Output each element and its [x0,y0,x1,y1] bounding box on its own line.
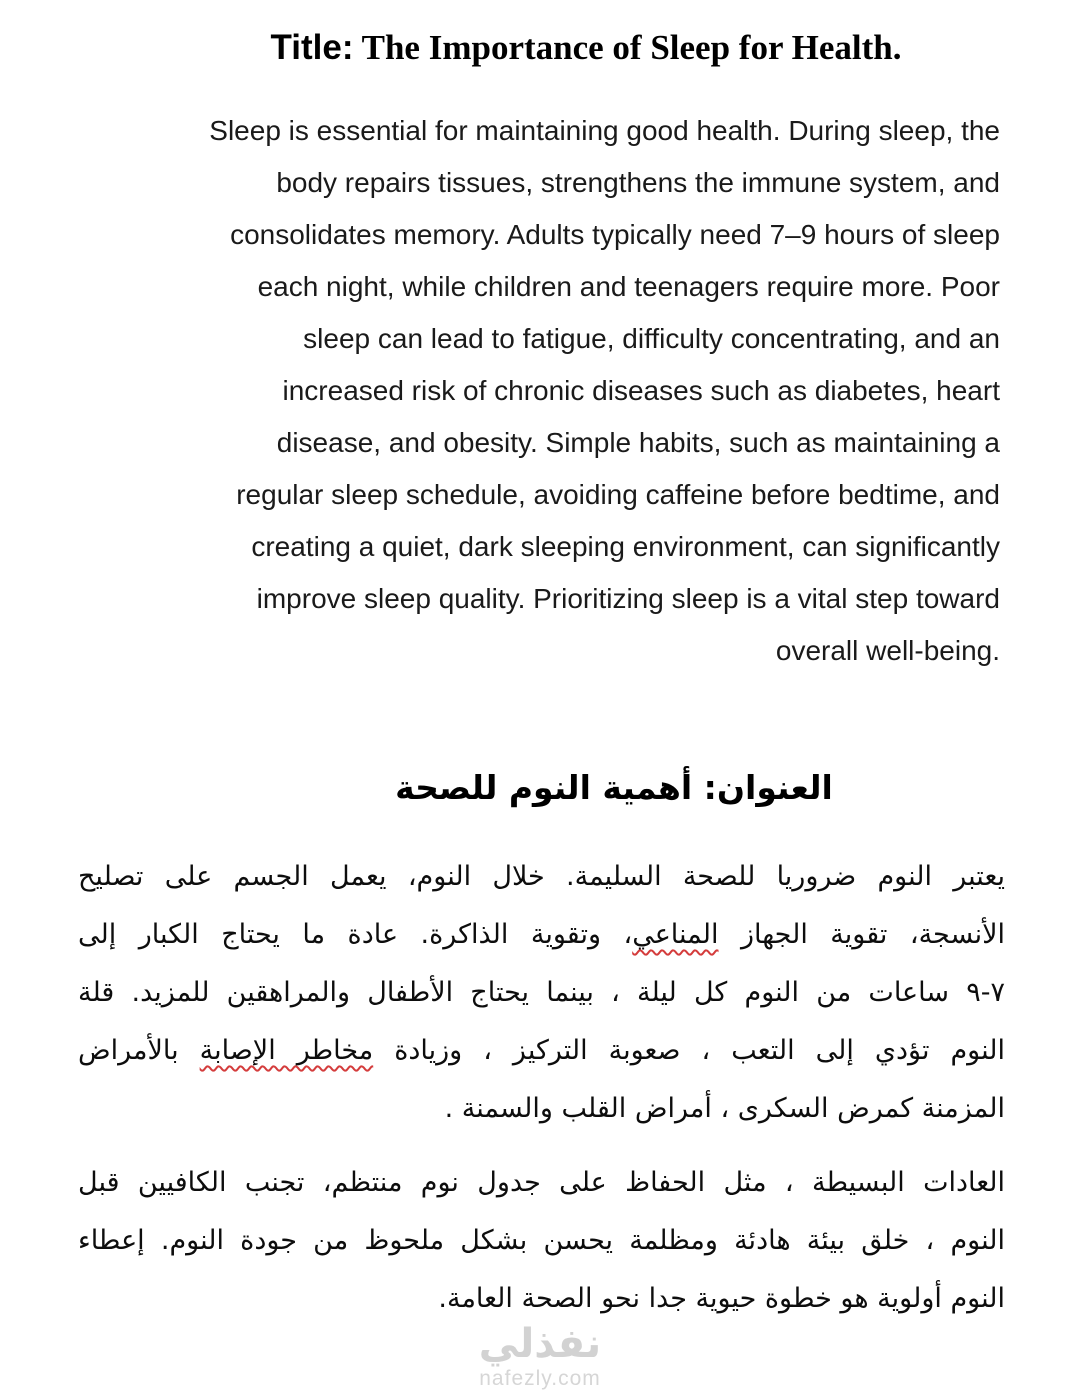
text-segment: improve sleep quality. Prioritizing sleep is a vital step toward [256,583,1000,614]
text-segment: النوم تؤدي إلى التعب ، صعوبة التركيز ، وزيادة [373,1035,1006,1066]
nafezly-logo: نفذلي [478,1321,602,1367]
text-line [78,313,1000,365]
text-segment: creating a quiet, dark sleeping environment, can significantly [251,531,1000,562]
text-segment: يعتبر النوم ضروريا للصحة السليمة. خلال النوم، يعمل الجسم على تصليح [78,861,1005,892]
text-segment: الأنسجة، تقوية الجهاز [718,919,1005,950]
text-line [78,1022,1005,1080]
text-segment: ، وتقوية الذاكرة. عادة ما يحتاج الكبار إلى [78,919,633,950]
text-line [78,906,1005,964]
text-segment: المزمنة كمرض السكرى ، أمراض القلب والسمنة . [444,1093,1005,1124]
text-line [78,573,1000,625]
title-prefix-label: Title: [270,28,354,67]
text-segment: consolidates memory. Adults typically need 7–9 hours of sleep [230,219,1000,250]
text-line [78,848,1005,906]
arabic-paragraph-2 [0,1154,1080,1328]
text-line [78,1270,1005,1328]
text-line [78,625,1000,677]
text-segment: overall well-being. [775,635,1000,666]
text-segment: body repairs tissues, strengthens the immune system, and [276,167,1000,198]
watermark [0,1322,1080,1392]
text-line [78,105,1000,157]
text-segment: بالأمراض [78,1035,200,1066]
text-segment: النوم أولوية هو خطوة حيوية جدا نحو الصحة العامة. [438,1283,1005,1314]
document-title [46,25,1080,71]
english-paragraph [0,105,1080,677]
text-segment: Sleep is essential for maintaining good health. During sleep, the [209,115,1000,146]
text-line [78,964,1005,1022]
text-segment: each night, while children and teenagers require more. Poor [257,271,1000,302]
text-line [78,417,1000,469]
text-segment: regular sleep schedule, avoiding caffeine before bedtime, and [236,479,1000,510]
title-main-text: The Importance of Sleep for Health. [353,28,902,67]
text-line [78,521,1000,573]
text-line [78,157,1000,209]
text-line [78,1154,1005,1212]
spellcheck-underlined-word: المناعي [632,919,719,950]
arabic-paragraph-1 [0,848,1080,1138]
text-line [78,469,1000,521]
watermark-domain-text: nafezly.com [479,1367,601,1390]
text-line [78,261,1000,313]
spellcheck-underlined-word: مخاطر الإصابة [199,1035,374,1066]
text-line [78,1080,1005,1138]
text-segment: disease, and obesity. Simple habits, such as maintaining a [276,427,1000,458]
text-line [78,1212,1005,1270]
text-line [78,209,1000,261]
text-segment: ٧-٩ ساعات من النوم كل ليلة ، بينما يحتاج الأطفال والمراهقين للمزيد. قلة [78,977,1005,1008]
text-segment: النوم ، خلق بيئة هادئة ومظلمة يحسن بشكل ملحوظ من جودة النوم. إعطاء [78,1225,1005,1256]
text-segment: العادات البسيطة ، مثل الحفاظ على جدول نوم منتظم، تجنب الكافيين قبل [78,1167,1005,1198]
text-line [78,365,1000,417]
arabic-heading: العنوان: أهمية النوم للصحة [395,768,833,807]
text-segment: increased risk of chronic diseases such as diabetes, heart [282,375,1000,406]
text-segment: sleep can lead to fatigue, difficulty concentrating, and an [303,323,1000,354]
